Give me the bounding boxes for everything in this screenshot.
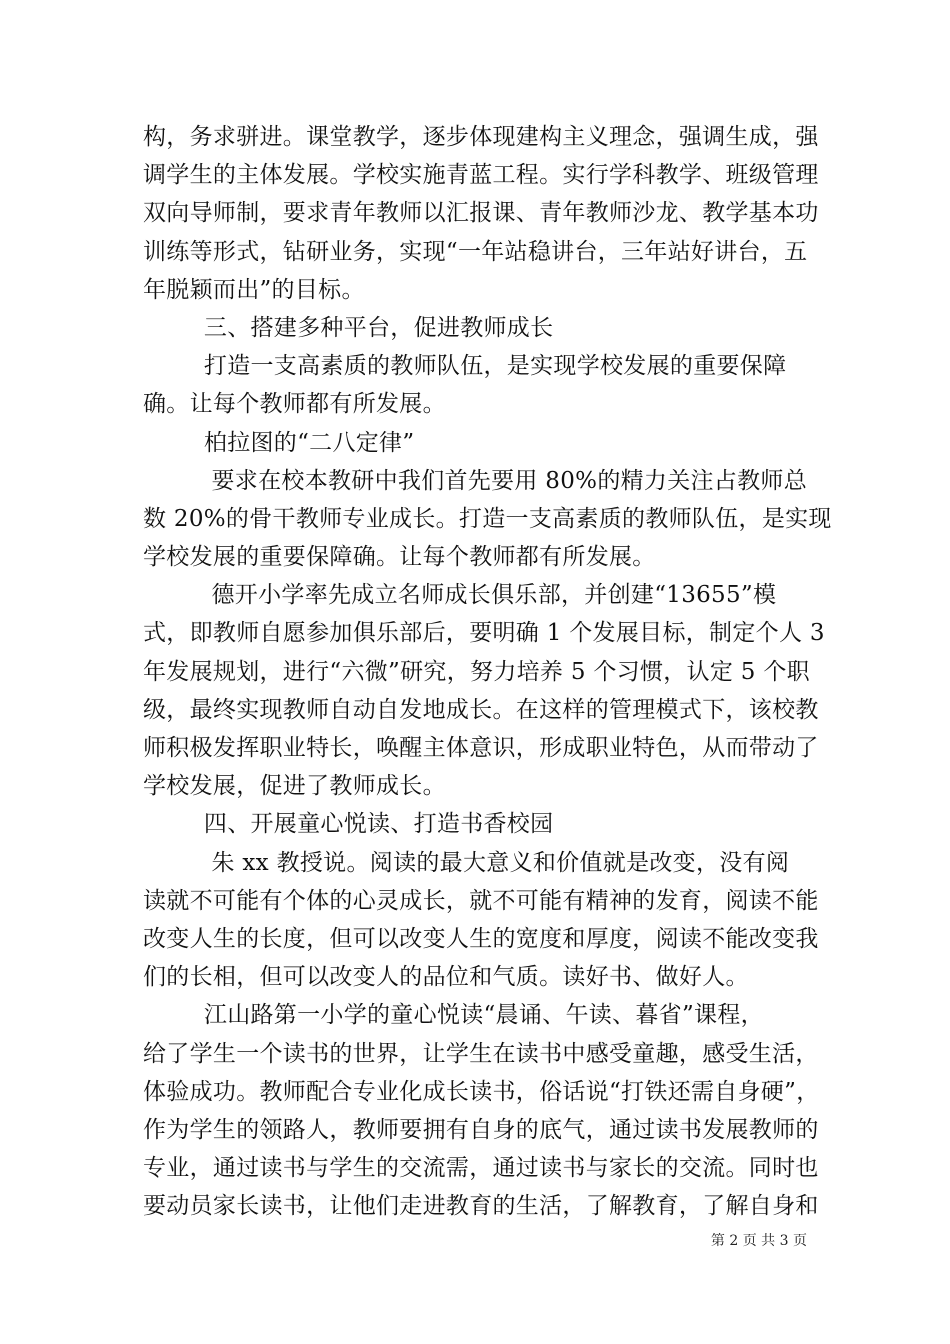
text-line: 构，务求骈进。课堂教学，逐步体现建构主义理念，强调生成，强 [143,124,819,150]
text-line: 打造一支高素质的教师队伍，是实现学校发展的重要保障 [143,353,787,380]
text-line: 要求在校本教研中我们首先要用 80%的精力关注占教师总 [143,467,808,494]
text-line: 江山路第一小学的童心悦读“晨诵、午读、暮省”课程， [143,1002,764,1029]
text-line: 作为学生的领路人，教师要拥有自身的底气，通过读书发展教师的 [143,1116,819,1143]
text-line: 要动员家长读书，让他们走进教育的生活，了解教育，了解自身和 [143,1193,819,1220]
text-line: 调学生的主体发展。学校实施青蓝工程。实行学科教学、班级管理 [143,162,819,189]
text-line: 确。让每个教师都有所发展。 [143,391,446,418]
text-line: 学校发展的重要保障确。让每个教师都有所发展。 [143,544,656,571]
text-line: 数 20%的骨干教师专业成长。打造一支高素质的教师队伍，是实现 [143,505,832,532]
text-line: 们的长相，但可以改变人的品位和气质。读好书、做好人。 [143,964,749,991]
text-line: 专业，通过读书与学生的交流需，通过读书与家长的交流。同时也 [143,1155,819,1182]
text-line: 式，即教师自愿参加俱乐部后，要明确 1 个发展目标，制定个人 3 [143,620,825,647]
text-line: 年发展规划，进行“六微”研究，努力培养 5 个习惯，认定 5 个职 [143,658,810,685]
text-line: 学校发展，促进了教师成长。 [143,773,446,800]
text-line: 师积极发挥职业特长，唤醒主体意识，形成职业特色，从而带动了 [143,735,819,761]
text-line: 德开小学率先成立名师成长俱乐部，并创建“13655”模 [143,582,777,609]
document-body [143,118,832,1225]
text-line: 年脱颖而出”的目标。 [143,276,365,303]
page-number-footer: 第 2 页 共 3 页 [710,1233,807,1249]
text-line: 双向导师制，要求青年教师以汇报课、青年教师沙龙、教学基本功 [143,200,819,227]
text-line: 训练等形式，钻研业务，实现“一年站稳讲台，三年站好讲台，五 [143,238,808,265]
text-line: 朱 xx 教授说。阅读的最大意义和价值就是改变，没有阅 [143,849,790,876]
text-line: 体验成功。教师配合专业化成长读书，俗话说“打铁还需自身硬”， [143,1078,820,1105]
text-line: 读就不可能有个体的心灵成长，就不可能有精神的发育，阅读不能 [143,887,819,914]
subheading-pareto: 柏拉图的“二八定律” [143,429,415,456]
section-heading-4: 四、开展童心悦读、打造书香校园 [143,811,554,838]
text-line: 级，最终实现教师自动自发地成长。在这样的管理模式下，该校教 [143,696,819,723]
section-heading-3: 三、搭建多种平台，促进教师成长 [143,314,554,341]
text-line: 给了学生一个读书的世界，让学生在读书中感受童趣，感受生活， [143,1040,819,1067]
text-line: 改变人生的长度，但可以改变人生的宽度和厚度，阅读不能改变我 [143,925,819,952]
